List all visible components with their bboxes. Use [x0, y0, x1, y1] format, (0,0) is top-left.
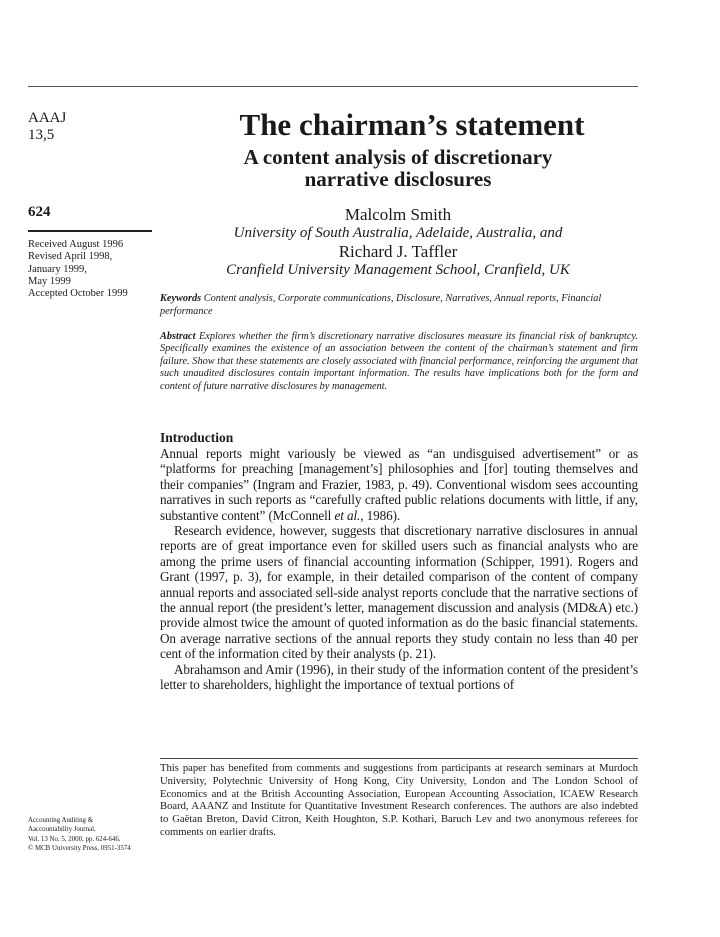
top-rule	[28, 86, 638, 87]
author-2: Richard J. Taffler	[338, 242, 458, 261]
date-received: Received August 1996	[28, 239, 124, 250]
keywords	[160, 293, 638, 318]
affiliation-1: University of South Australia, Adelaide, Australia, and	[233, 225, 563, 241]
keywords-text: Content analysis, Corporate communications, Disclosure, Narratives, Annual reports, Financial performance	[160, 293, 602, 317]
introduction-heading: Introduction	[160, 430, 234, 445]
submission-dates	[28, 239, 158, 300]
paragraph-1-end: , 1986).	[360, 507, 401, 523]
keywords-label: Keywords	[160, 293, 202, 304]
author-1: Malcolm Smith	[344, 205, 452, 224]
paper-title: The chairman’s statement	[239, 107, 585, 142]
abstract-label: Abstract	[160, 331, 196, 342]
paragraph-1	[160, 446, 638, 523]
journal-citation	[28, 816, 160, 854]
citation-line-3: Vol. 13 No. 5, 2000, pp. 624-646.	[28, 835, 121, 843]
page-number: 624	[28, 204, 51, 220]
citation-line-2: Aaccountability Journal,	[28, 826, 96, 834]
citation-line-1: Accounting Auditing &	[28, 817, 94, 824]
paragraph-1-text: Annual reports might variously be viewed as “an undisguised advertisement” or as “platforms for preaching [management’s] philosophies and [for] touting themselves and their companies” (Ingram and Frazier, 1983, p. 49). Conventional wisdom sees accounting narratives in such reports as “carefully crafted public relations documents with little, if any, substantive content” (McConnell	[160, 446, 638, 523]
date-revised-1: Revised April 1998,	[28, 251, 113, 263]
abstract-text: Explores whether the firm’s discretionary narrative disclosures measure its financial risk of bankruptcy. Specifically examines the existence of an association between the content of the chairman’s statement and firm failure. Show that these statements are closely associated with financial performance, reinforcing the argument that such unaudited disclosures contain important information. The results have implications both for the form and content of future narrative disclosures by management.	[160, 331, 638, 392]
et-al: et al.	[334, 507, 361, 523]
abstract	[160, 331, 638, 393]
citation-line-4: © MCB University Press, 0951-3574	[28, 845, 131, 853]
title-block	[160, 107, 636, 190]
journal-code	[28, 110, 66, 144]
date-revised-2: January 1999,	[28, 263, 87, 275]
date-accepted: Accepted October 1999	[28, 288, 128, 300]
paper-subtitle: A content analysis of discretionary narrative disclosures	[243, 145, 553, 191]
footnote-rule	[160, 758, 638, 759]
side-rule	[28, 230, 152, 232]
affiliation-2: Cranfield University Management School, Cranfield, UK	[226, 262, 570, 278]
acknowledgement-footnote: This paper has benefited from comments and suggestions from participants at research seminars at Murdoch University, Polytechnic University of Hong Kong, City University, London and The London School of Economics and at the British Accounting Association, European Accounting Association, ICAEW Research Board, AAANZ and Institute for Quantitative Investment Research conferences. The authors are also indebted to Gaëtan Breton, David Citron, Keith Houghton, S.P. Kothari, Baruch Lev and two anonymous referees for comments on earlier drafts.	[160, 763, 638, 838]
paragraph-2: Research evidence, however, suggests that discretionary narrative disclosures in annual reports are of great importance even for skilled users such as financial analysts who are among the prime users of financial accounting information (Schipper, 1991). Rogers and Grant (1997, p. 3), for example, in their detailed comparison of the content of company annual reports and associated sell-side analyst reports conclude that the narrative sections of the annual report (the president’s letter, management discussion and analysis (MD&A) etc.) provide almost twice the amount of quoted information as do the basic financial statements. On average narrative sections of the annual reports they study contain no less than 40 per cent of the information cited by their analysts (p. 21).	[160, 523, 638, 662]
introduction-body	[160, 446, 638, 693]
journal-abbrev: AAAJ	[28, 110, 67, 126]
authors-block	[160, 205, 636, 279]
date-revised-3: May 1999	[28, 275, 71, 287]
paragraph-3: Abrahamson and Amir (1996), in their study of the information content of the president’s letter to shareholders, highlight the importance of textual portions of	[160, 661, 638, 693]
volume-issue: 13,5	[28, 127, 55, 143]
